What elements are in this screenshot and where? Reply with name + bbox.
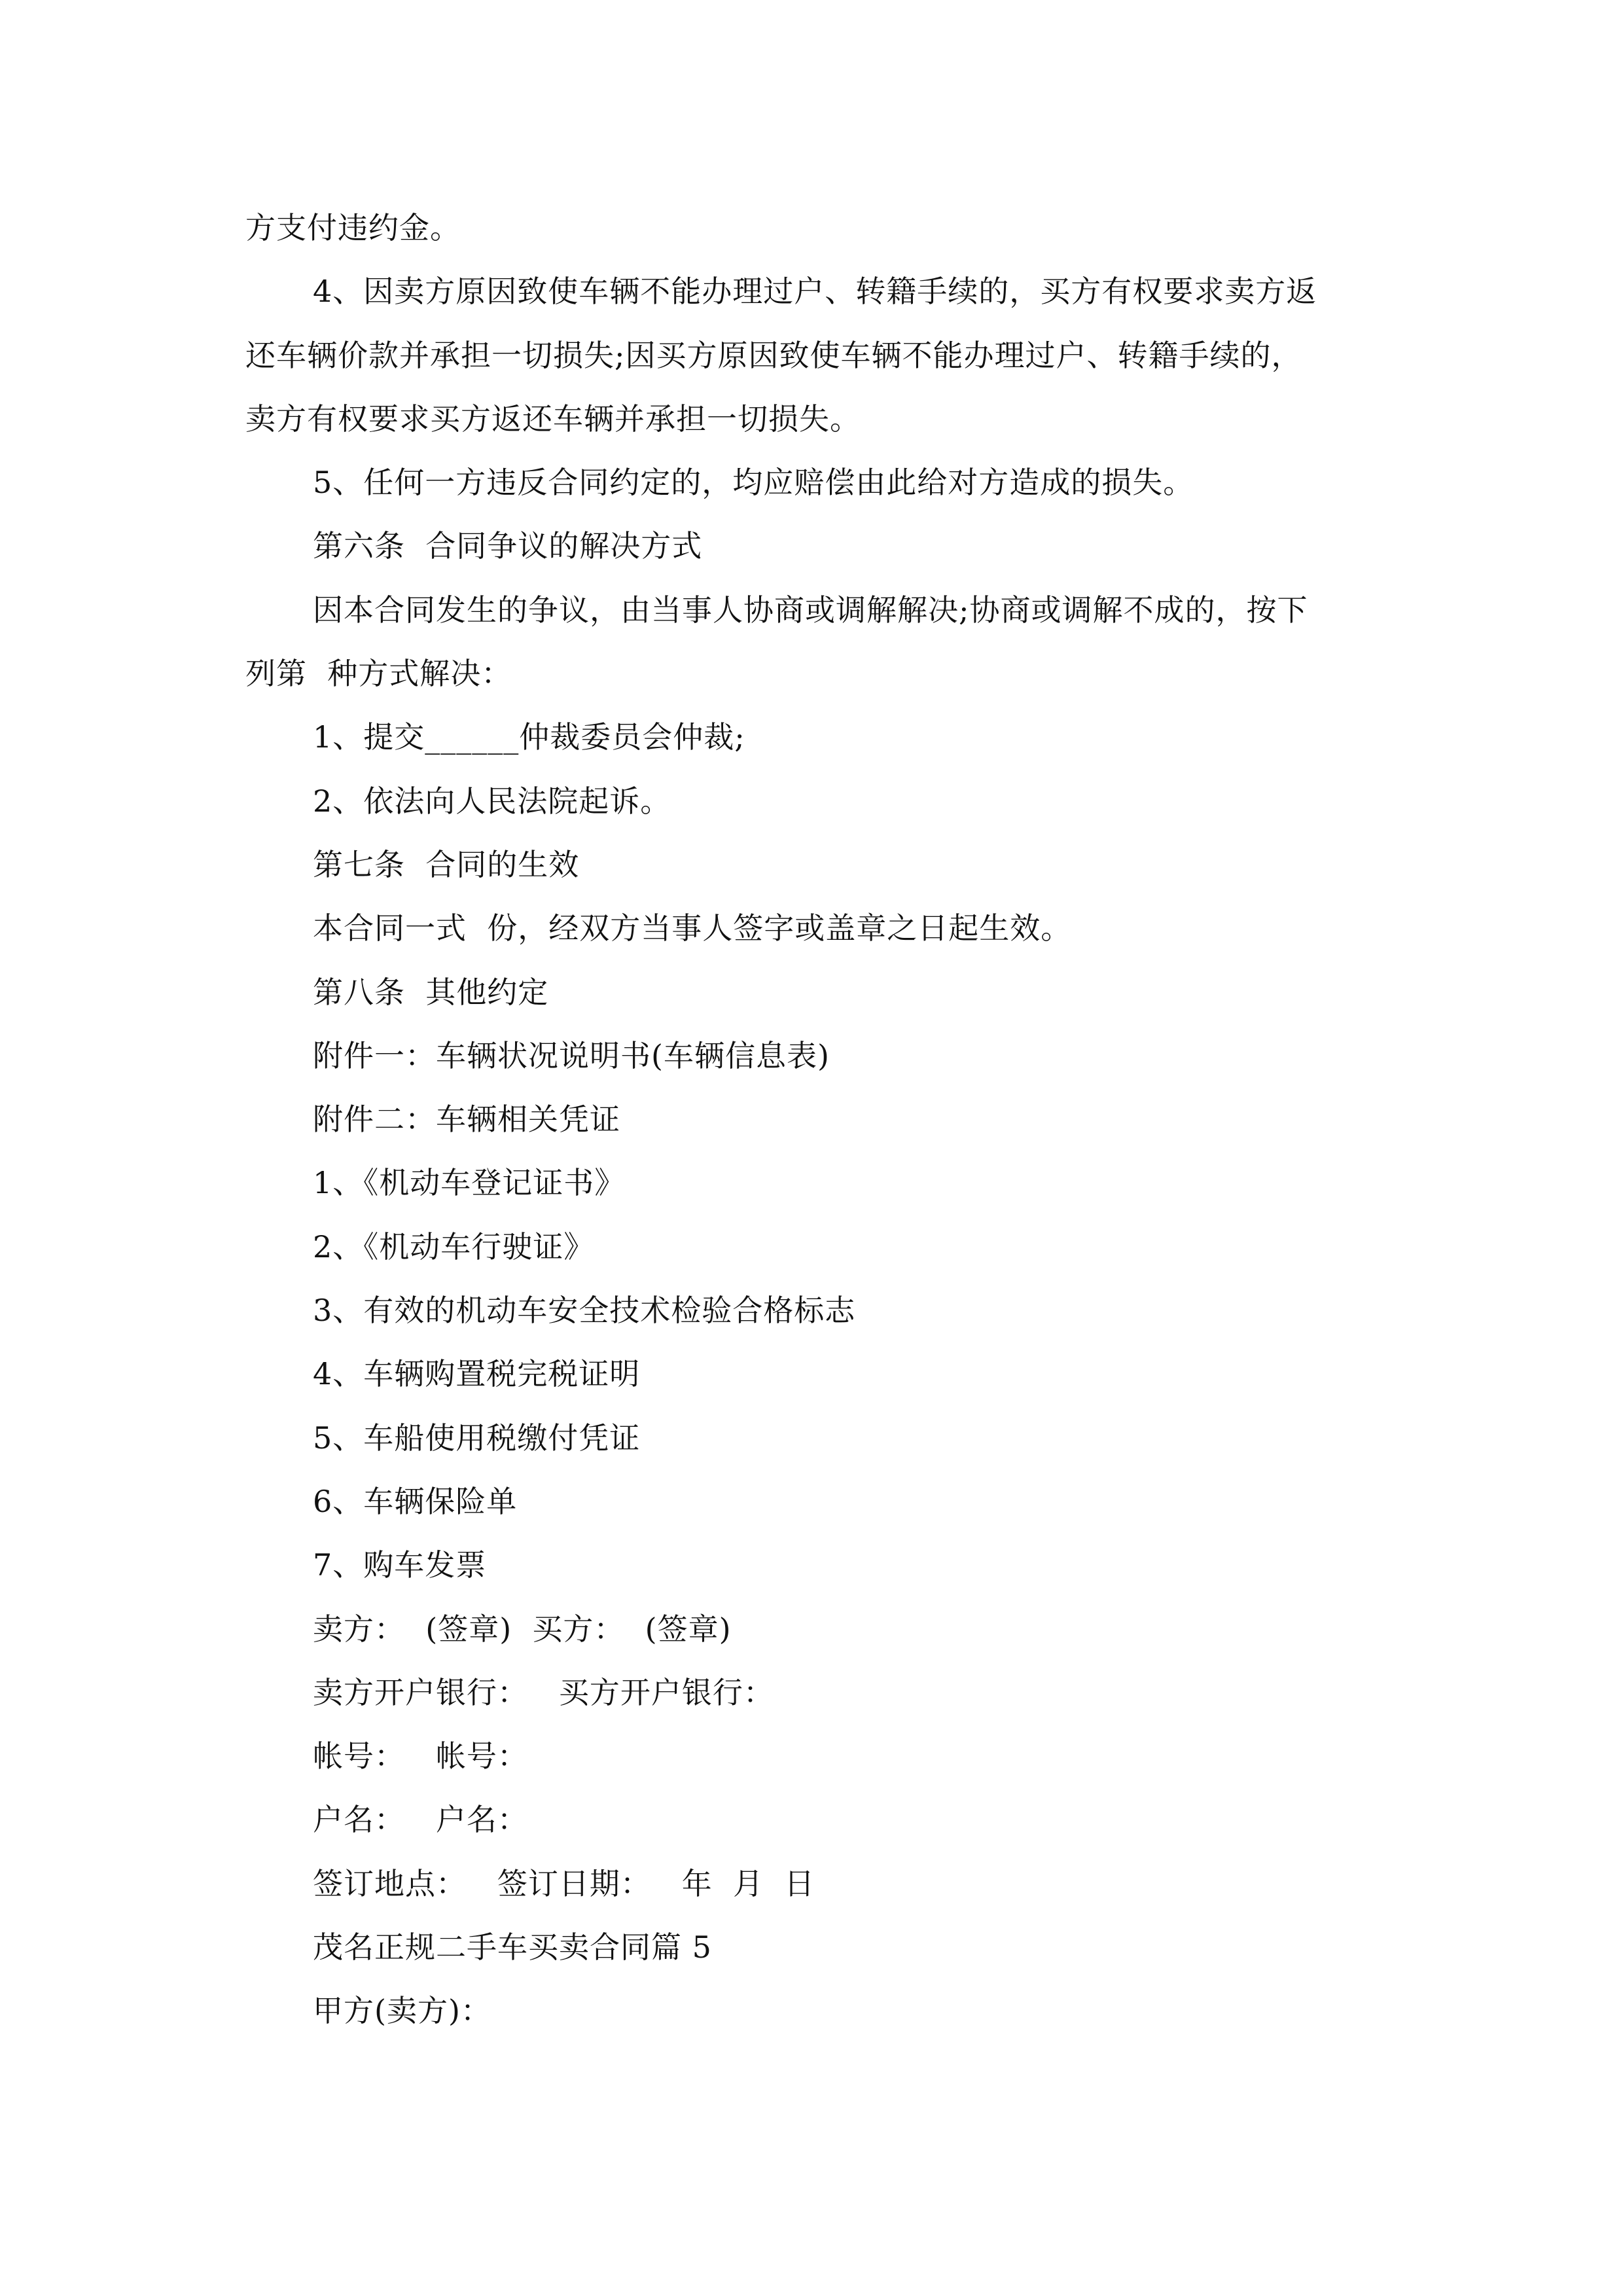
account-name-line: 户名： 户名：: [313, 1802, 528, 1838]
signing-info-line: 签订地点： 签订日期： 年 月 日: [313, 1865, 815, 1901]
list-item: 2、《机动车行驶证》: [313, 1229, 595, 1265]
text-line: 附件二：车辆相关凭证: [313, 1102, 620, 1138]
text-line: 还车辆价款并承担一切损失;因买方原因致使车辆不能办理过户、转籍手续的，: [245, 337, 1302, 373]
text-line: 列第 种方式解决：: [245, 656, 512, 692]
section-heading: 第六条 合同争议的解决方式: [313, 528, 703, 564]
signature-line: 卖方： (签章) 买方： (签章): [313, 1611, 732, 1647]
text-line: 5、任何一方违反合同约定的，均应赔偿由此给对方造成的损失。: [313, 465, 1194, 501]
text-line: 本合同一式 份，经双方当事人签字或盖章之日起生效。: [313, 910, 1072, 946]
list-item: 4、车辆购置税完税证明: [313, 1356, 641, 1392]
contract-title: 茂名正规二手车买卖合同篇 5: [313, 1929, 712, 1965]
list-item: 2、依法向人民法院起诉。: [313, 783, 671, 819]
list-item: 7、购车发票: [313, 1547, 487, 1583]
document-body: [245, 196, 1384, 2043]
text-line: 卖方有权要求买方返还车辆并承担一切损失。: [245, 401, 861, 437]
list-item: 3、有效的机动车安全技术检验合格标志: [313, 1293, 856, 1329]
text-line: 附件一：车辆状况说明书(车辆信息表): [313, 1037, 830, 1073]
text-line: 方支付违约金。: [245, 210, 461, 245]
account-line: 帐号： 帐号：: [313, 1738, 528, 1774]
list-item: 5、车船使用税缴付凭证: [313, 1420, 641, 1456]
list-item: 6、车辆保险单: [313, 1483, 518, 1519]
party-line: 甲方(卖方)：: [313, 1993, 491, 2029]
bank-line: 卖方开户银行： 买方开户银行：: [313, 1674, 774, 1710]
list-item: 1、《机动车登记证书》: [313, 1165, 626, 1201]
section-heading: 第八条 其他约定: [313, 974, 549, 1010]
section-heading: 第七条 合同的生效: [313, 846, 580, 882]
text-line: 4、因卖方原因致使车辆不能办理过户、转籍手续的，买方有权要求卖方返: [313, 274, 1317, 310]
text-line: 因本合同发生的争议，由当事人协商或调解解决;协商或调解不成的，按下: [313, 592, 1308, 628]
list-item: 1、提交______仲裁委员会仲裁;: [313, 719, 745, 755]
